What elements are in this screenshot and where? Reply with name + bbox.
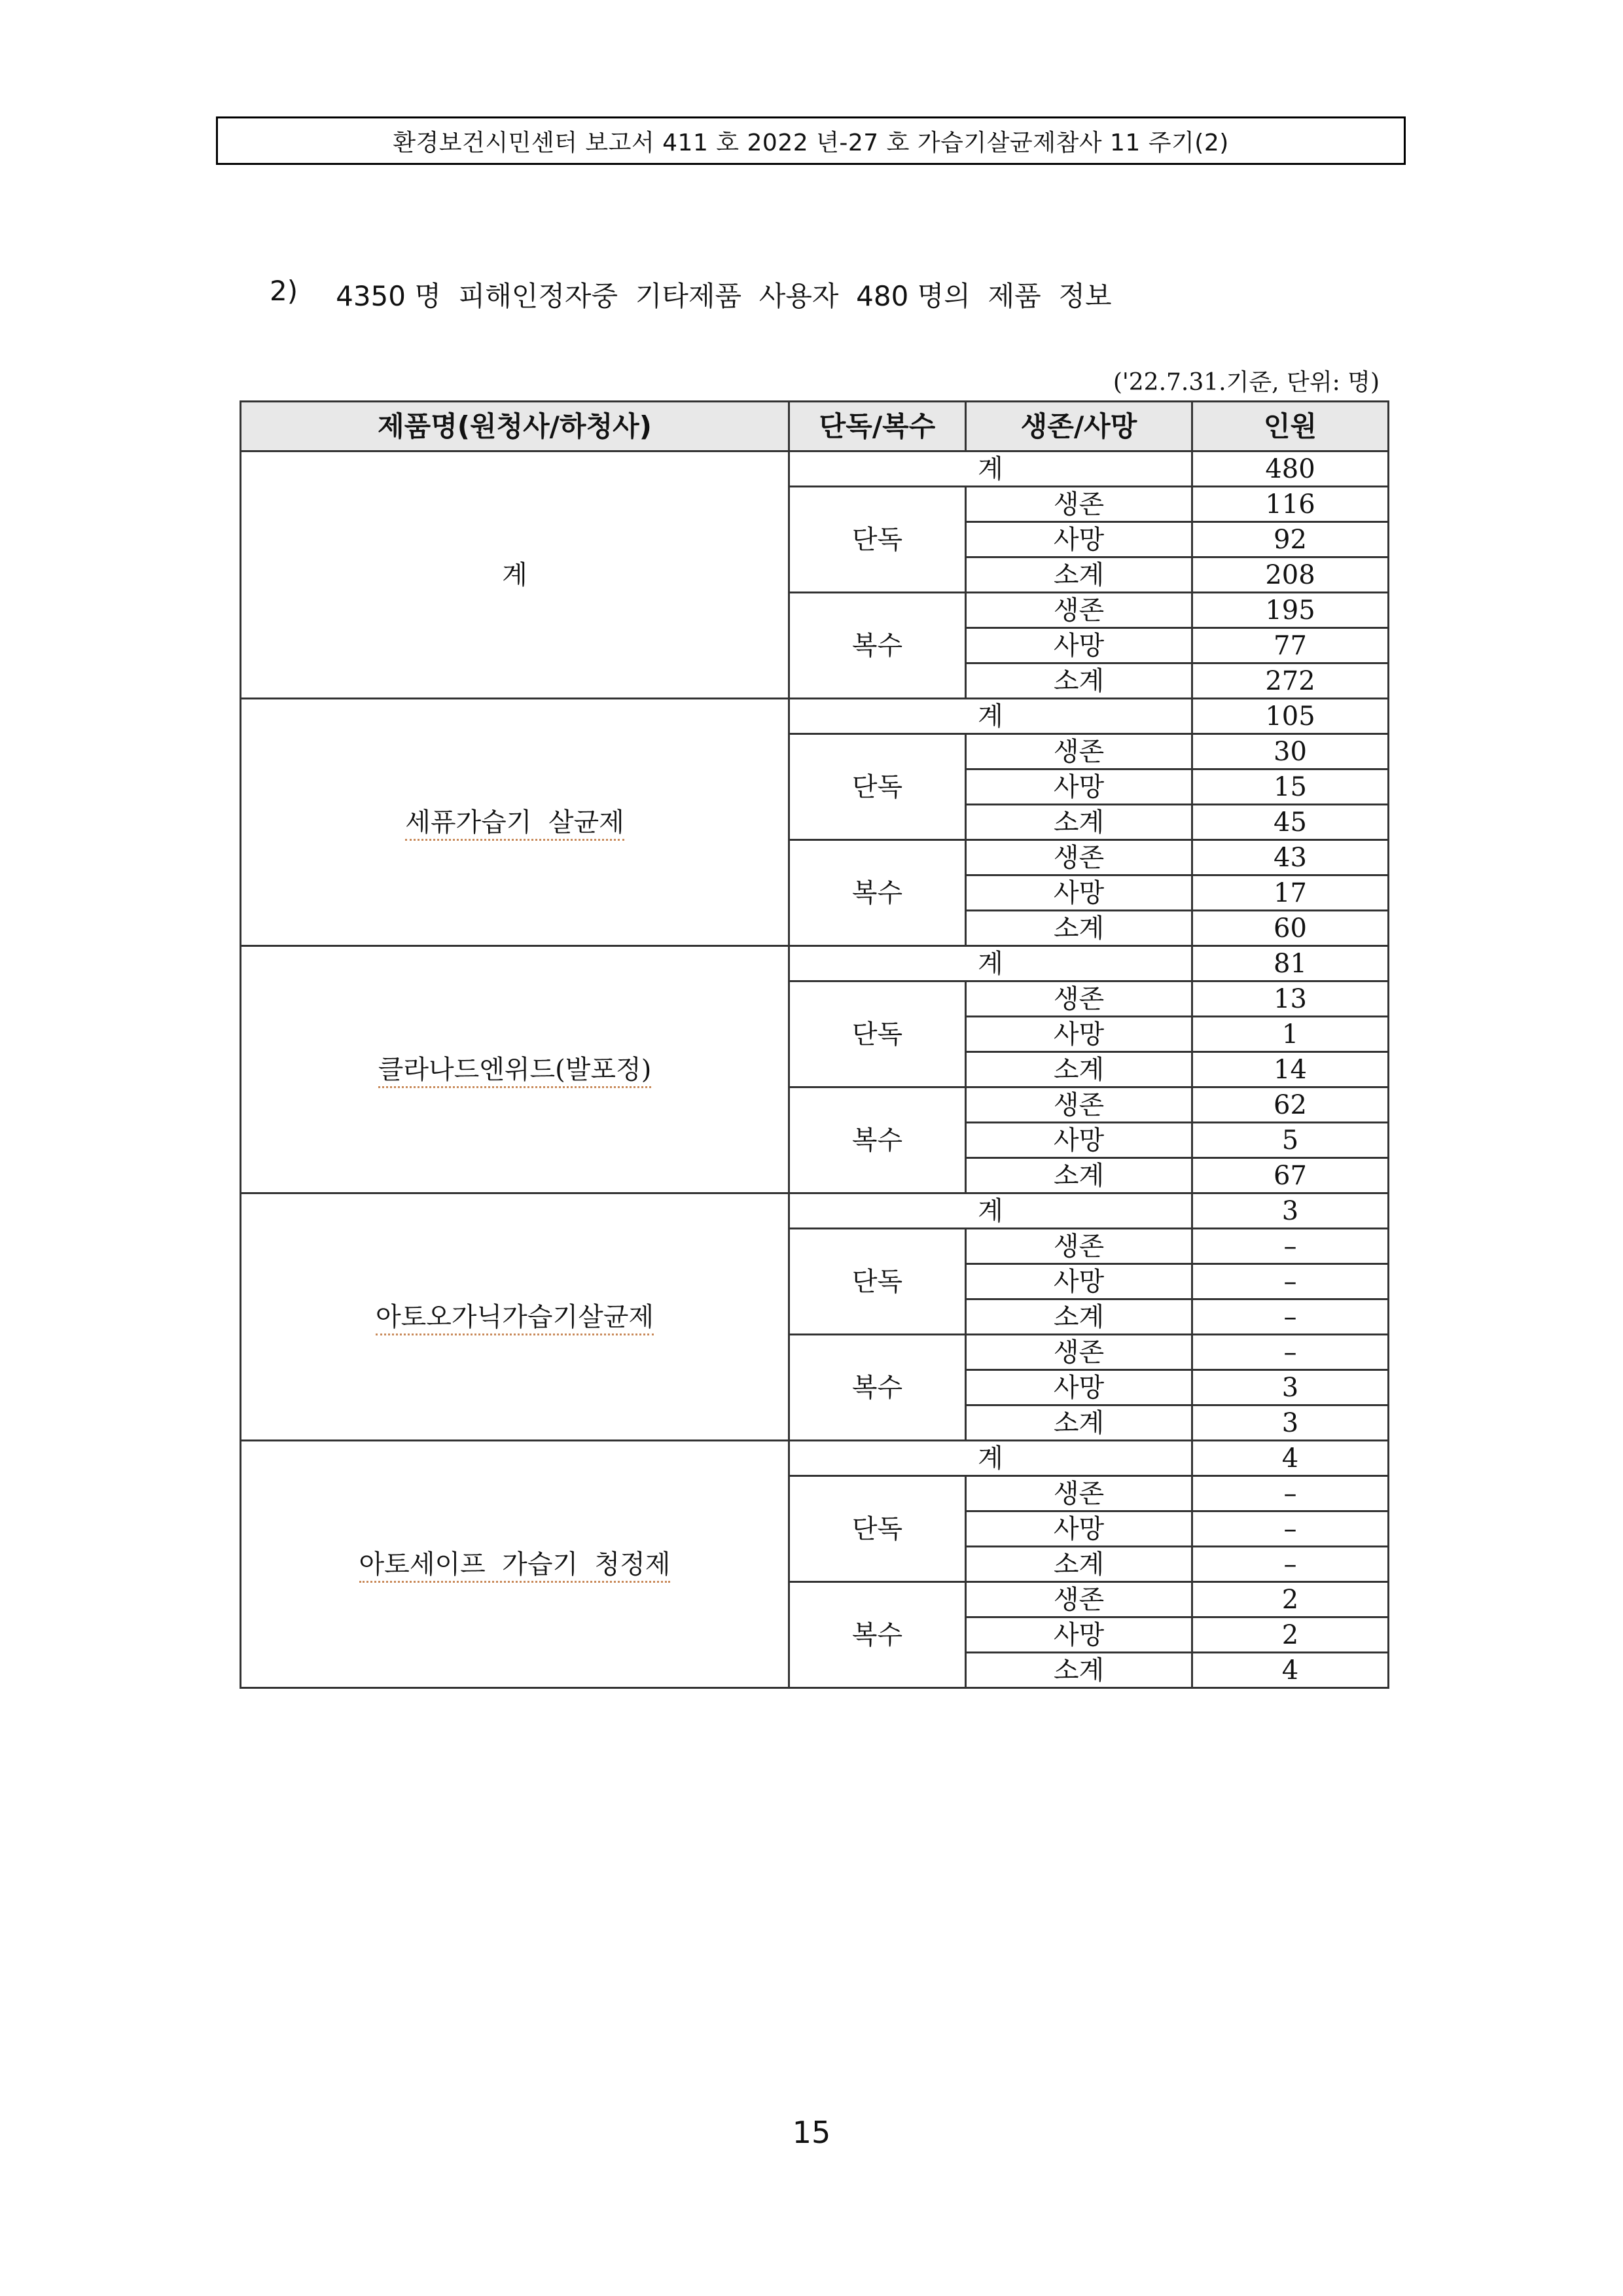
count-value: – [1192, 1264, 1389, 1299]
count-value: 43 [1192, 840, 1389, 875]
count-value: – [1192, 1229, 1389, 1264]
total-value: 480 [1192, 451, 1389, 487]
total-value: 105 [1192, 699, 1389, 734]
product-name: 클라나드엔위드(발포정) [378, 1055, 652, 1088]
status-label-subtotal: 소계 [966, 663, 1192, 699]
count-value: – [1192, 1511, 1389, 1547]
count-value: 77 [1192, 628, 1389, 663]
total-value: 81 [1192, 946, 1389, 981]
section-title [270, 275, 1112, 314]
count-value: 3 [1192, 1370, 1389, 1405]
status-label-dead: 사망 [966, 1370, 1192, 1405]
table-body [241, 451, 1389, 1688]
count-value: – [1192, 1335, 1389, 1370]
status-label-dead: 사망 [966, 1511, 1192, 1547]
status-label-alive: 생존 [966, 593, 1192, 628]
count-value: 14 [1192, 1052, 1389, 1087]
total-value: 3 [1192, 1193, 1389, 1229]
status-label-subtotal: 소계 [966, 911, 1192, 946]
status-label-dead: 사망 [966, 522, 1192, 557]
count-value: 3 [1192, 1405, 1389, 1441]
status-label-alive: 생존 [966, 1476, 1192, 1511]
total-label: 계 [789, 1193, 1192, 1229]
status-label-dead: 사망 [966, 1617, 1192, 1653]
status-label-subtotal: 소계 [966, 805, 1192, 840]
status-label-subtotal: 소계 [966, 1299, 1192, 1335]
count-value: 67 [1192, 1158, 1389, 1193]
count-value: 45 [1192, 805, 1389, 840]
header-count: 인원 [1192, 402, 1389, 451]
count-value: – [1192, 1547, 1389, 1582]
count-value: – [1192, 1299, 1389, 1335]
header-product: 제품명(원청사/하청사) [241, 402, 789, 451]
unit-note: ('22.7.31.기준, 단위: 명) [1113, 369, 1380, 396]
table-row [241, 451, 1389, 487]
count-value: 62 [1192, 1087, 1389, 1123]
status-label-alive: 생존 [966, 1229, 1192, 1264]
count-value: – [1192, 1476, 1389, 1511]
total-label: 계 [789, 451, 1192, 487]
status-label-dead: 사망 [966, 769, 1192, 805]
count-value: 17 [1192, 875, 1389, 911]
total-label: 계 [789, 699, 1192, 734]
status-label-dead: 사망 [966, 628, 1192, 663]
status-label-alive: 생존 [966, 981, 1192, 1017]
mode-cell-multiple: 복수 [789, 593, 966, 699]
count-value: 2 [1192, 1582, 1389, 1617]
status-label-subtotal: 소계 [966, 1052, 1192, 1087]
section-title-text: 4350 명 피해인정자중 기타제품 사용자 480 명의 제품 정보 [336, 280, 1112, 312]
status-label-alive: 생존 [966, 734, 1192, 769]
status-label-subtotal: 소계 [966, 1405, 1192, 1441]
status-label-dead: 사망 [966, 875, 1192, 911]
count-value: 30 [1192, 734, 1389, 769]
product-info-table [240, 400, 1389, 1689]
mode-cell-multiple: 복수 [789, 1335, 966, 1441]
count-value: 92 [1192, 522, 1389, 557]
count-value: 4 [1192, 1653, 1389, 1688]
mode-cell-single: 단독 [789, 981, 966, 1087]
header-single-multiple: 단독/복수 [789, 402, 966, 451]
table-row [241, 946, 1389, 981]
table-row [241, 1441, 1389, 1476]
product-name-cell [241, 946, 789, 1193]
product-name: 계 [502, 559, 527, 590]
product-name-cell [241, 451, 789, 699]
count-value: 15 [1192, 769, 1389, 805]
mode-cell-single: 단독 [789, 1476, 966, 1582]
product-name: 세퓨가습기 살균제 [405, 807, 624, 841]
total-label: 계 [789, 1441, 1192, 1476]
status-label-subtotal: 소계 [966, 1653, 1192, 1688]
report-header-text: 환경보건시민센터 보고서 411 호 2022 년-27 호 가습기살균제참사 11 주기(2) [393, 129, 1229, 156]
status-label-subtotal: 소계 [966, 557, 1192, 593]
status-label-alive: 생존 [966, 487, 1192, 522]
status-label-dead: 사망 [966, 1123, 1192, 1158]
count-value: 13 [1192, 981, 1389, 1017]
mode-cell-single: 단독 [789, 487, 966, 593]
mode-cell-multiple: 복수 [789, 1087, 966, 1193]
status-label-alive: 생존 [966, 1087, 1192, 1123]
table-header-row [241, 402, 1389, 451]
count-value: 208 [1192, 557, 1389, 593]
count-value: 60 [1192, 911, 1389, 946]
total-label: 계 [789, 946, 1192, 981]
section-number: 2) [270, 275, 298, 307]
status-label-dead: 사망 [966, 1017, 1192, 1052]
count-value: 195 [1192, 593, 1389, 628]
mode-cell-multiple: 복수 [789, 840, 966, 946]
product-name: 아토오가닉가습기살균제 [376, 1302, 654, 1335]
mode-cell-multiple: 복수 [789, 1582, 966, 1688]
product-name: 아토세이프 가습기 청정제 [359, 1549, 671, 1583]
count-value: 116 [1192, 487, 1389, 522]
total-value: 4 [1192, 1441, 1389, 1476]
mode-cell-single: 단독 [789, 734, 966, 840]
header-alive-dead: 생존/사망 [966, 402, 1192, 451]
product-name-cell [241, 1193, 789, 1441]
status-label-subtotal: 소계 [966, 1158, 1192, 1193]
product-name-cell [241, 1441, 789, 1688]
status-label-alive: 생존 [966, 1335, 1192, 1370]
product-name-cell [241, 699, 789, 946]
count-value: 1 [1192, 1017, 1389, 1052]
count-value: 2 [1192, 1617, 1389, 1653]
mode-cell-single: 단독 [789, 1229, 966, 1335]
count-value: 5 [1192, 1123, 1389, 1158]
table-row [241, 699, 1389, 734]
count-value: 272 [1192, 663, 1389, 699]
status-label-alive: 생존 [966, 840, 1192, 875]
status-label-dead: 사망 [966, 1264, 1192, 1299]
table-row [241, 1193, 1389, 1229]
status-label-alive: 생존 [966, 1582, 1192, 1617]
report-header [216, 116, 1406, 165]
page-number: 15 [792, 2115, 831, 2150]
status-label-subtotal: 소계 [966, 1547, 1192, 1582]
